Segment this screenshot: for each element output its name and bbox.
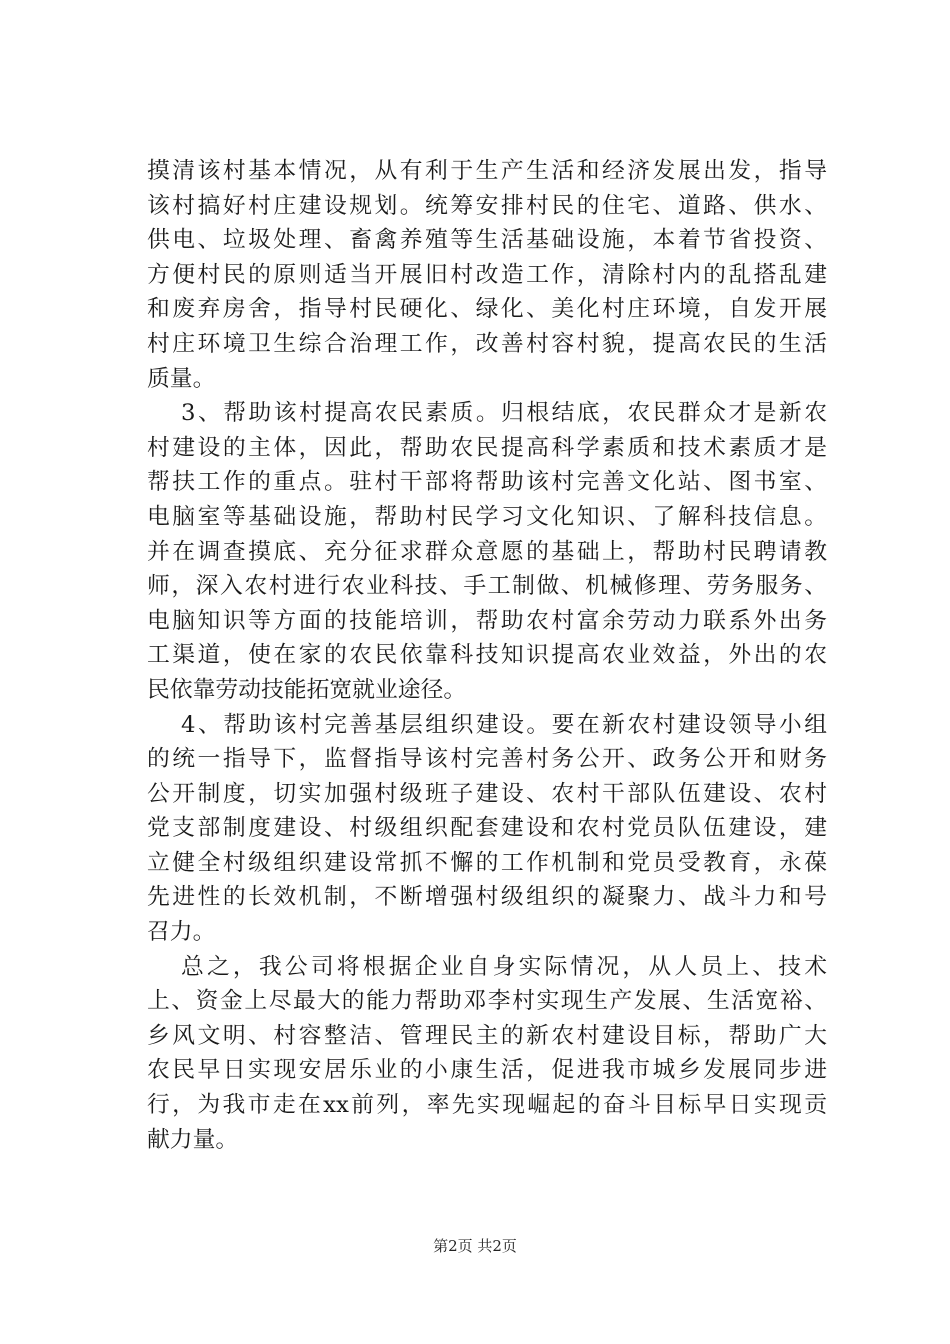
text-line: 供电、垃圾处理、畜禽养殖等生活基础设施，本着节省投资、 bbox=[147, 227, 827, 254]
text-line: 立健全村级组织建设常抓不懈的工作机制和党员受教育，永葆 bbox=[147, 849, 827, 876]
text-line: 农民早日实现安居乐业的小康生活，促进我市城乡发展同步进 bbox=[147, 1057, 827, 1084]
text-line: 献力量。 bbox=[147, 1126, 239, 1153]
text-line: 帮扶工作的重点。驻村干部将帮助该村完善文化站、图书室、 bbox=[147, 469, 827, 496]
text-line: 行，为我市走在xx前列，率先实现崛起的奋斗目标早日实现贡 bbox=[147, 1092, 827, 1119]
paragraph-village-planning bbox=[147, 154, 827, 396]
text-line: 工渠道，使在家的农民依靠科技知识提高农业效益，外出的农 bbox=[147, 642, 827, 669]
text-line: 民依靠劳动技能拓宽就业途径。 bbox=[147, 676, 467, 703]
text-line: 和废弃房舍，指导村民硬化、绿化、美化村庄环境，自发开展 bbox=[147, 296, 827, 323]
paragraph-farmer-quality bbox=[147, 396, 827, 707]
text-line: 公开制度，切实加强村级班子建设、农村干部队伍建设、农村 bbox=[147, 780, 827, 807]
text-line: 方便村民的原则适当开展旧村改造工作，清除村内的乱搭乱建 bbox=[147, 261, 827, 288]
text-line: 先进性的长效机制，不断增强村级组织的凝聚力、战斗力和号 bbox=[147, 884, 827, 911]
paragraph-conclusion bbox=[147, 950, 827, 1158]
text-line: 电脑知识等方面的技能培训，帮助农村富余劳动力联系外出务 bbox=[147, 607, 827, 634]
paragraph-grassroots-organization bbox=[147, 708, 827, 950]
text-line: 3、帮助该村提高农民素质。归根结底，农民群众才是新农 bbox=[181, 400, 827, 427]
text-line: 电脑室等基础设施，帮助村民学习文化知识、了解科技信息。 bbox=[147, 503, 827, 530]
text-line: 召力。 bbox=[147, 919, 216, 946]
text-line: 并在调查摸底、充分征求群众意愿的基础上，帮助村民聘请教 bbox=[147, 538, 827, 565]
text-line: 上、资金上尽最大的能力帮助邓李村实现生产发展、生活宽裕、 bbox=[147, 988, 827, 1015]
text-line: 摸清该村基本情况，从有利于生产生活和经济发展出发，指导 bbox=[147, 158, 827, 184]
text-line: 质量。 bbox=[147, 365, 216, 392]
text-line: 村庄环境卫生综合治理工作，改善村容村貌，提高农民的生活 bbox=[147, 330, 827, 357]
text-line: 师，深入农村进行农业科技、手工制做、机械修理、劳务服务、 bbox=[147, 573, 827, 600]
text-line: 党支部制度建设、村级组织配套建设和农村党员队伍建设，建 bbox=[147, 815, 827, 842]
text-line: 该村搞好村庄建设规划。统筹安排村民的住宅、道路、供水、 bbox=[147, 192, 827, 219]
page-number-footer: 第2页 共2页 bbox=[433, 1237, 517, 1255]
text-line: 的统一指导下，监督指导该村完善村务公开、政务公开和财务 bbox=[147, 746, 827, 773]
text-line: 4、帮助该村完善基层组织建设。要在新农村建设领导小组 bbox=[181, 711, 827, 738]
text-line: 乡风文明、村容整洁、管理民主的新农村建设目标，帮助广大 bbox=[147, 1022, 827, 1049]
text-line: 村建设的主体，因此，帮助农民提高科学素质和技术素质才是 bbox=[147, 434, 827, 461]
text-line: 总之，我公司将根据企业自身实际情况，从人员上、技术 bbox=[181, 953, 827, 980]
document-body bbox=[147, 154, 827, 1157]
